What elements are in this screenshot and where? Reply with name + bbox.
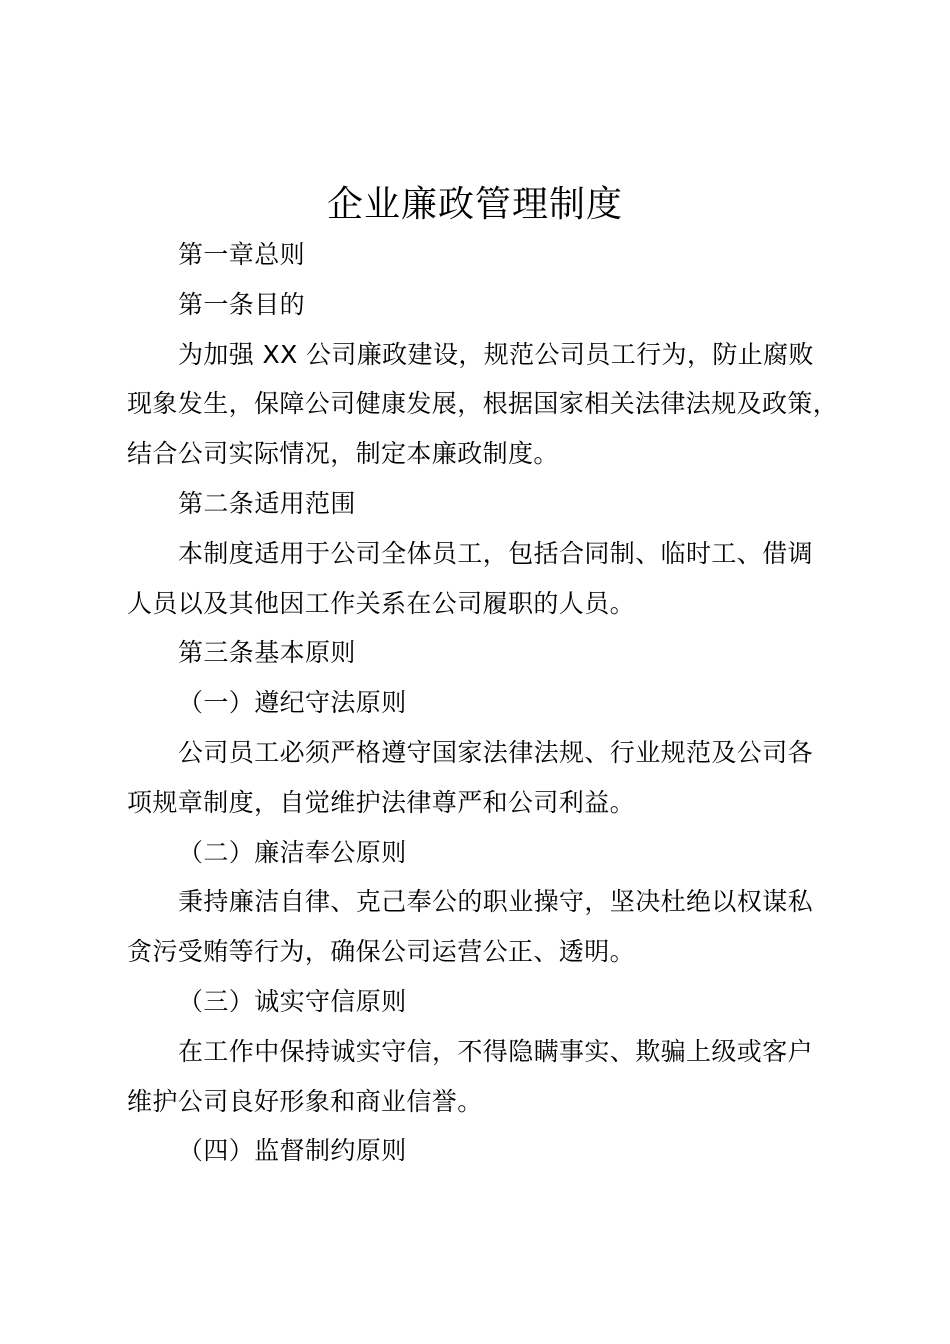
document-title: 企业廉政管理制度 (326, 184, 623, 225)
section-heading: （一）遵纪守法原则 (178, 688, 407, 718)
paragraph-line: 公司员工必须严格遵守国家法律法规、行业规范及公司各 (178, 737, 814, 767)
paragraph-line: 本制度适用于公司全体员工，包括合同制、临时工、借调 (178, 538, 814, 568)
section-heading: （四）监督制约原则 (178, 1136, 407, 1166)
article-heading: 第三条基本原则 (178, 638, 356, 668)
article-heading: 第二条适用范围 (178, 488, 356, 518)
paragraph-line: 在工作中保持诚实守信，不得隐瞒事实、欺骗上级或客户 (178, 1036, 814, 1066)
document-body (127, 230, 839, 1176)
paragraph-line: 人员以及其他因工作关系在公司履职的人员。 (127, 588, 636, 618)
paragraph-line: 项规章制度，自觉维护法律尊严和公司利益。 (127, 787, 636, 817)
paragraph-line: 现象发生，保障公司健康发展，根据国家相关法律法规及政策， (127, 389, 839, 419)
chapter-heading: 第一章总则 (178, 240, 306, 269)
paragraph-line: 维护公司良好形象和商业信誉。 (127, 1086, 483, 1116)
section-heading: （三）诚实守信原则 (178, 986, 407, 1016)
article-heading: 第一条目的 (178, 289, 306, 319)
section-heading: （二）廉洁奉公原则 (178, 837, 407, 867)
paragraph-line: 贪污受贿等行为，确保公司运营公正、透明。 (127, 937, 636, 967)
paragraph-line: 为加强 XX 公司廉政建设，规范公司员工行为，防止腐败 (178, 339, 814, 369)
paragraph-line: 结合公司实际情况，制定本廉政制度。 (127, 439, 559, 469)
paragraph-line: 秉持廉洁自律、克己奉公的职业操守，坚决杜绝以权谋私 (178, 887, 814, 917)
